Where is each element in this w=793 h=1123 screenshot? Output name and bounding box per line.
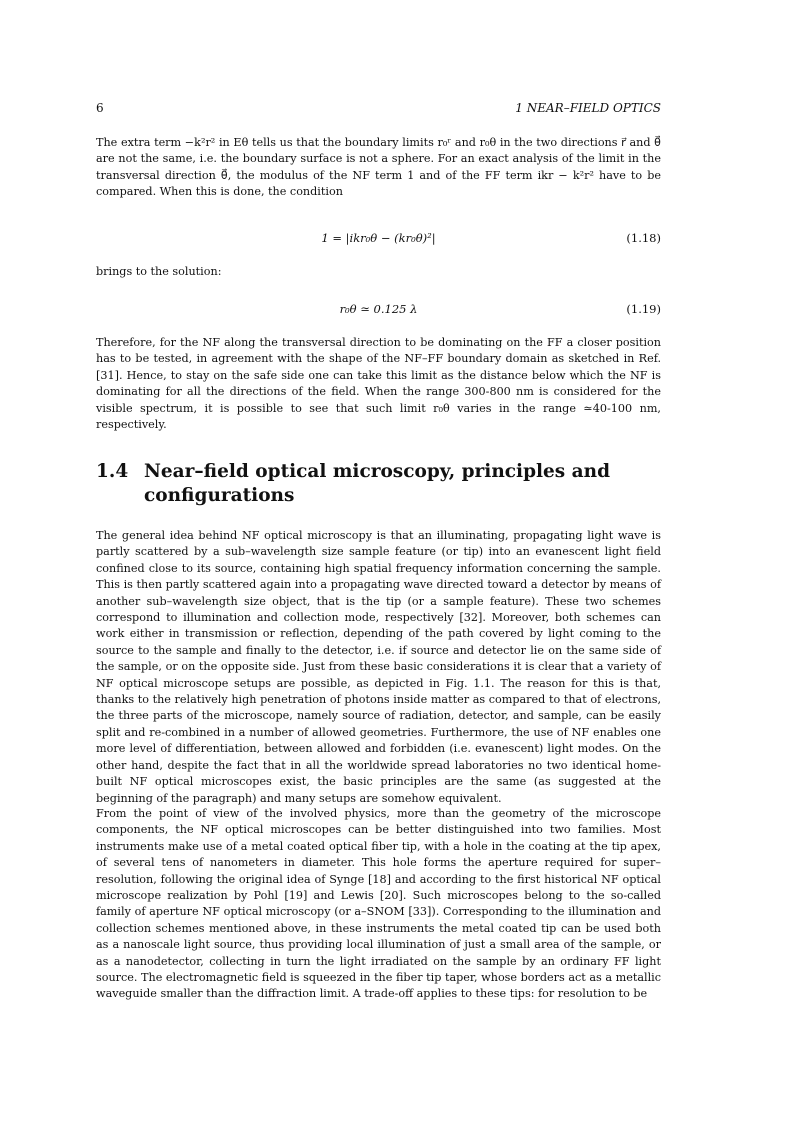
- equation-body: 1 = |ikr₀θ − (kr₀θ)²|: [321, 231, 436, 245]
- equation-1-19: [96, 302, 661, 320]
- paragraph-general-idea: The general idea behind NF optical microscopy is that an illuminating, propagating light wave is partly scattered by a sub–wavelength size sample feature (or tip) into an evanescent light field confined close to its source, containing high spatial frequency information concerning the sample. This is then partly scattered again into a propagating wave directed toward a detector by means of another sub–wavelength size object, that is the tip (or a sample feature). These two schemes correspond to illumination and collection mode, respectively [32]. Moreover, both schemes can work either in transmission or reflection, depending of the path covered by light coming to the source to the sample and finally to the detector, i.e. if source and detector lie on the same side of the sample, or on the opposite side. Just from these basic considerations it is clear that a variety of NF optical microscope setups are possible, as depicted in Fig. 1.1. The reason for this is that, thanks to the relatively high penetration of photons inside matter as compared to that of electrons, the three parts of the microscope, namely source of radiation, detector, and sample, can be easily split and re-combined in a number of allowed geometries. Furthermore, the use of NF enables one more level of differentiation, between allowed and forbidden (i.e. evanescent) light modes. On the other hand, despite the fact that in all the worldwide spread laboratories no two identical home-built NF optical microscopes exist, the basic principles are the same (as suggested at the beginning of the paragraph) and many setups are somehow equivalent.: [96, 529, 661, 805]
- paragraph-brings: brings to the solution:: [96, 265, 222, 278]
- section-number: 1.4: [96, 461, 129, 482]
- equation-1-18: [96, 231, 661, 249]
- paragraph-intro: The extra term −k²r² in Eθ tells us that the boundary limits r₀ʳ and r₀θ in the two directions r⃗ and θ⃗ are not the same, i.e. the boundary surface is not a sphere. For an exact analysis of the limit in the transversal direction θ⃗, the modulus of the NF term 1 and of the FF term ikr − k²r² have to be compared. When this is done, the condition: [96, 136, 661, 199]
- page-number: 6: [96, 101, 104, 115]
- equation-number: (1.18): [626, 231, 661, 245]
- paragraph-therefore: Therefore, for the NF along the transversal direction to be dominating on the FF a closer position has to be tested, in agreement with the shape of the NF–FF boundary domain as sketched in Ref. [31]. Hence, to stay on the safe side one can take this limit as the distance below which the NF is dominating for all the directions of the field. When the range 300-800 nm is considered for the visible spectrum, it is possible to see that such limit r₀θ varies in the range ≃40-100 nm, respectively.: [96, 336, 661, 432]
- section-title: Near–field optical microscopy, principles and configurations: [144, 461, 611, 506]
- equation-number: (1.19): [626, 302, 661, 316]
- running-title: 1 NEAR–FIELD OPTICS: [515, 101, 661, 115]
- page-header: [96, 101, 661, 117]
- paragraph-physics: From the point of view of the involved physics, more than the geometry of the microscope components, the NF optical microscopes can be better distinguished into two families. Most instruments make use of a metal coated optical fiber tip, with a hole in the coating at the tip apex, of several tens of nanometers in diameter. This hole forms the aperture required for super–resolution, following the original idea of Synge [18] and according to the first historical NF optical microscope realization by Pohl [19] and Lewis [20]. Such microscopes belong to the so-called family of aperture NF optical microscopy (or a–SNOM [33]). Corresponding to the illumination and collection schemes mentioned above, in these instruments the metal coated tip can be used both as a nanoscale light source, thus providing local illumination of just a small area of the sample, or as a nanodetector, collecting in turn the light irradiated on the sample by an ordinary FF light source. The electromagnetic field is squeezed in the fiber tip taper, whose borders act as a metallic waveguide smaller than the diffraction limit. A trade-off applies to these tips: for resolution to be: [96, 807, 661, 1001]
- equation-body: r₀θ ≃ 0.125 λ: [339, 302, 418, 316]
